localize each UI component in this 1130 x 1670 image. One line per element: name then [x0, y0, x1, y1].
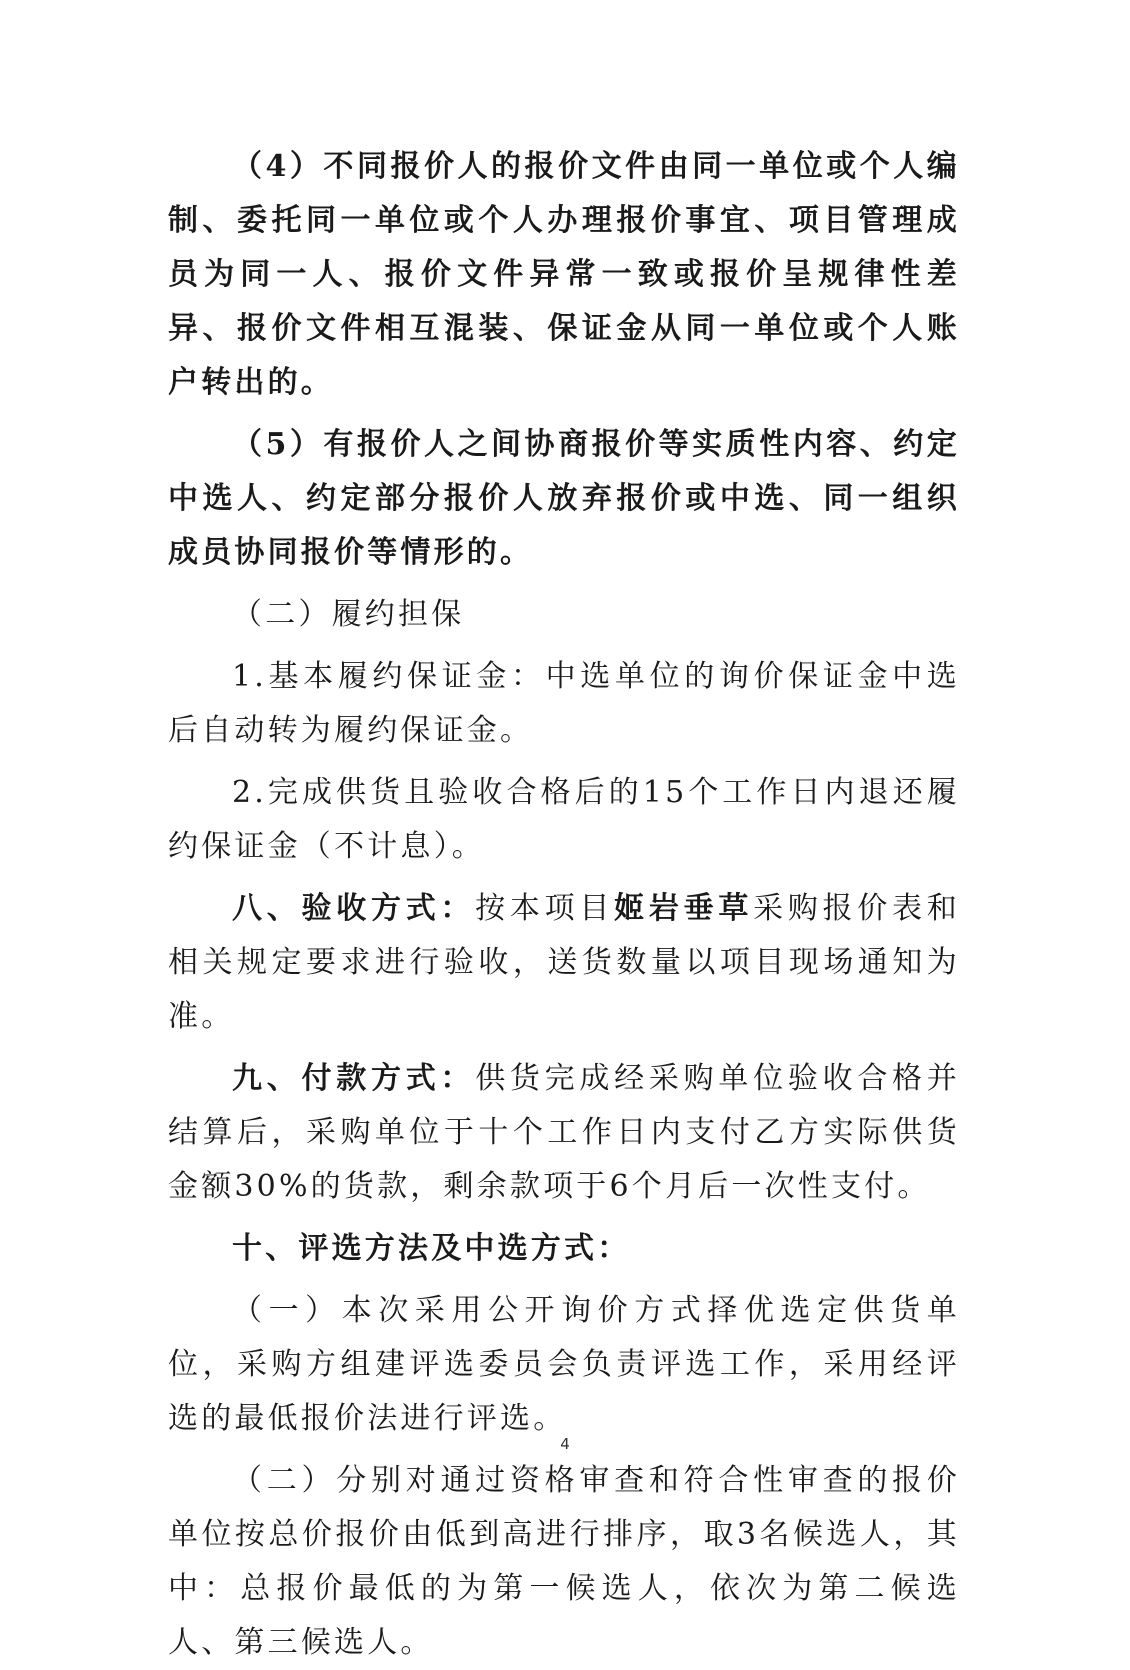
paragraph-basic-deposit: 1.基本履约保证金：中选单位的询价保证金中选后自动转为履约保证金。: [168, 659, 960, 748]
paragraph-acceptance-method: [168, 882, 960, 1044]
paragraph-clause-5: （5）有报价人之间协商报价等实质性内容、约定中选人、约定部分报价人放弃报价或中选、同一组织成员协同报价等情形的。: [168, 427, 960, 570]
acceptance-text-before: 按本项目: [475, 891, 615, 926]
heading-acceptance-method: 八、验收方式：: [232, 891, 476, 926]
acceptance-text-after: 采购报价表和相关规定要求进行验收，送货数量以项目现场通知为准。: [168, 891, 960, 1034]
paragraph-deposit-refund: 2.完成供货且验收合格后的15个工作日内退还履约保证金（不计息）。: [168, 775, 960, 864]
payment-text: 供货完成经采购单位验收合格并结算后，采购单位于十个工作日内支付乙方实际供货金额30%的货款，剩余款项于6个月后一次性支付。: [168, 1061, 960, 1204]
paragraph-evaluation-1: （一）本次采用公开询价方式择优选定供货单位，采购方组建评选委员会负责评选工作，采用经评选的最低报价法进行评选。: [168, 1293, 960, 1436]
page-number: 4: [560, 1435, 570, 1453]
subheading-performance-guarantee: （二）履约担保: [232, 597, 465, 632]
paragraph-evaluation-2: （二）分别对通过资格审查和符合性审查的报价单位按总价报价由低到高进行排序，取3名候选人，其中：总报价最低的为第一候选人，依次为第二候选人、第三候选人。: [168, 1463, 960, 1660]
heading-evaluation-method: 十、评选方法及中选方式：: [232, 1231, 631, 1266]
paragraph-payment-method: [168, 1052, 960, 1214]
product-name-emphasis: 姬岩垂草: [614, 891, 754, 926]
heading-payment-method: 九、付款方式：: [232, 1061, 476, 1096]
paragraph-clause-4: （4）不同报价人的报价文件由同一单位或个人编制、委托同一单位或个人办理报价事宜、项目管理成员为同一人、报价文件异常一致或报价呈规律性差异、报价文件相互混装、保证金从同一单位或个人账户转出的。: [168, 149, 960, 400]
